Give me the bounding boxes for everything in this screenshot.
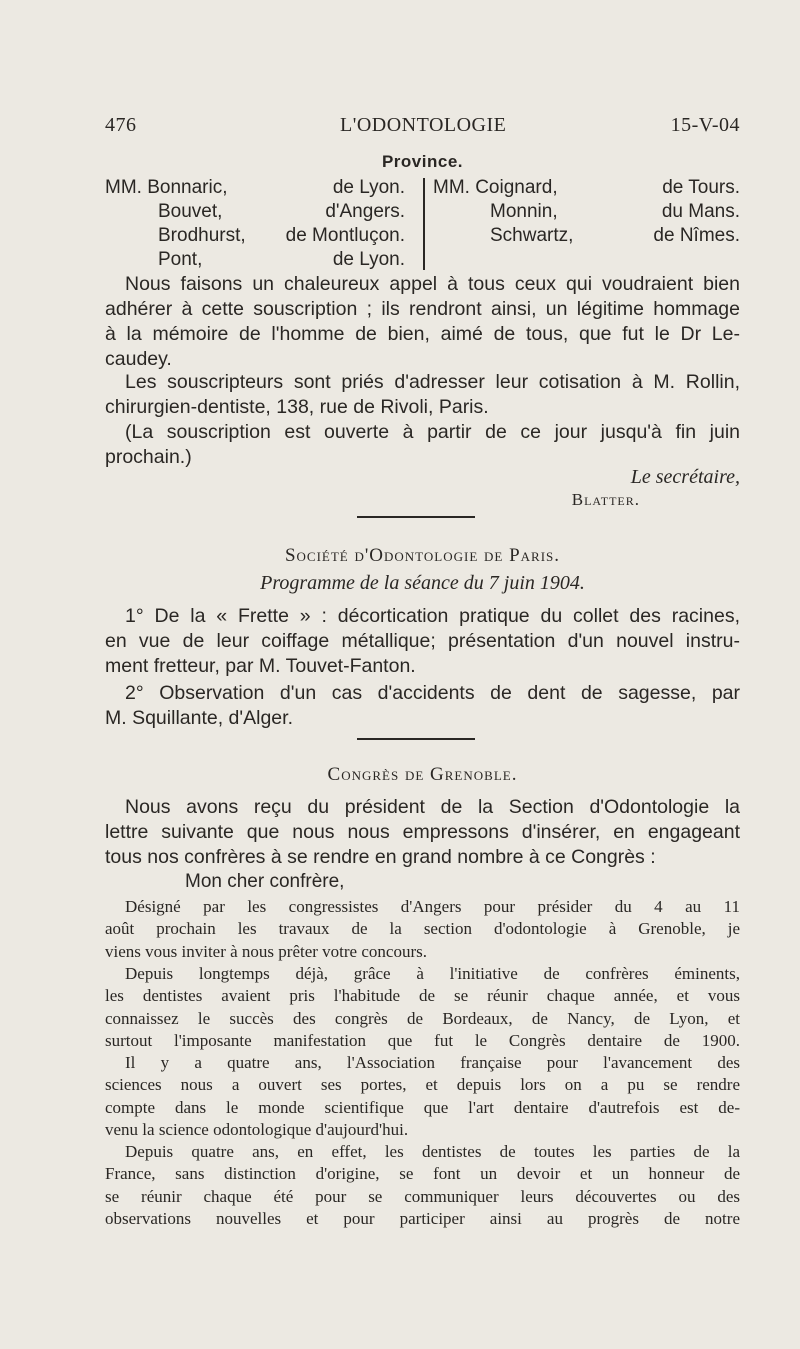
letter-paragraph-3: Il y a quatre ans, l'Association française pour l'avancement des sciences nous a ouvert ses portes, et depuis lors on a pu se rendre compte dans le monde scientifique que l'art dentaire d'autrefois est de- venu la science odontologique d'aujourd'hui. <box>105 1053 740 1140</box>
province-left-city: de Lyon. <box>332 177 405 198</box>
province-right-name: Schwartz, <box>490 225 574 246</box>
letter-paragraph-2: Depuis longtemps déjà, grâce à l'initiative de confrères éminents, les dentistes avaient pris l'habitude de se réunir chaque année, et vous connaissez le succès des congrès de Bordeaux, de Nancy, de Lyon, et surtout l'imposante manifestation que fut le Congrès dentaire de 1900. <box>105 964 740 1051</box>
province-left-name: Brodhurst, <box>158 225 246 246</box>
issue-date: 15-V-04 <box>670 114 740 136</box>
page-number: 476 <box>105 114 137 136</box>
province-heading: Province. <box>381 152 464 171</box>
province-left-name: Bouvet, <box>158 201 223 222</box>
province-right-city: de Tours. <box>662 177 740 198</box>
province-right-name: MM. Coignard, <box>433 177 558 198</box>
province-left-name: Pont, <box>158 249 203 270</box>
subscribers-paragraph: Les souscripteurs sont priés d'adresser leur cotisation à M. Rollin, chirurgien-dentiste, 138, rue de Rivoli, Paris. <box>105 371 740 418</box>
congres-intro: Nous avons reçu du président de la Section d'Odontologie la lettre suivante que nous nous empressons d'insérer, en engageant tous nos confrères à se rendre en grand nombre à ce Congrès : <box>105 796 740 868</box>
letter-salutation: Mon cher confrère, <box>185 871 345 892</box>
opening-paragraph: (La souscription est ouverte à partir de ce jour jusqu'à fin juin prochain.) <box>105 421 740 468</box>
province-left-city: de Montluçon. <box>285 225 405 246</box>
letter-paragraph-4: Depuis quatre ans, en effet, les dentistes de toutes les parties de la France, sans distinction d'origine, se font un devoir et un honneur de se réunir chaque été pour se communiquer leurs découvertes ou des observations nouvelles et pour participer ainsi au progrès de notre <box>105 1142 740 1229</box>
letter-paragraph-1: Désigné par les congressistes d'Angers pour présider du 4 au 11 août prochain les travaux de la section d'odontologie à Grenoble, je viens vous inviter à nous prêter votre concours. <box>105 897 740 961</box>
signature-role: Le secrétaire, <box>630 466 740 488</box>
province-left-name: MM. Bonnaric, <box>105 177 228 198</box>
journal-title: L'ODONTOLOGIE <box>340 114 507 136</box>
societe-program-title: Programme de la séance du 7 juin 1904. <box>260 572 585 594</box>
province-left-city: de Lyon. <box>332 249 405 270</box>
signature-name: Blatter. <box>571 490 640 509</box>
congres-heading: Congrès de Grenoble. <box>327 764 518 785</box>
province-right-name: Monnin, <box>490 201 558 222</box>
running-header <box>105 114 740 138</box>
program-item-1: 1° De la « Frette » : décortication pratique du collet des racines, en vue de leur coiffage métallique; présentation d'un nouvel instru- ment fretteur, par M. Touvet-Fanton. <box>105 605 740 677</box>
section-divider <box>357 738 475 740</box>
program-item-2: 2° Observation d'un cas d'accidents de dent de sagesse, par M. Squillante, d'Alger. <box>105 682 740 729</box>
column-divider <box>423 178 425 270</box>
province-left-city: d'Angers. <box>325 201 405 222</box>
section-divider <box>357 516 475 518</box>
province-right-city: du Mans. <box>661 201 740 222</box>
societe-heading: Société d'Odontologie de Paris. <box>284 545 561 566</box>
province-right-city: de Nîmes. <box>653 225 740 246</box>
appeal-paragraph: Nous faisons un chaleureux appel à tous ceux qui voudraient bien adhérer à cette souscription ; ils rendront ainsi, un légitime hommage à la mémoire de l'homme de bien, aimé de tous, que fut le Dr Le- caudey. <box>105 273 740 370</box>
